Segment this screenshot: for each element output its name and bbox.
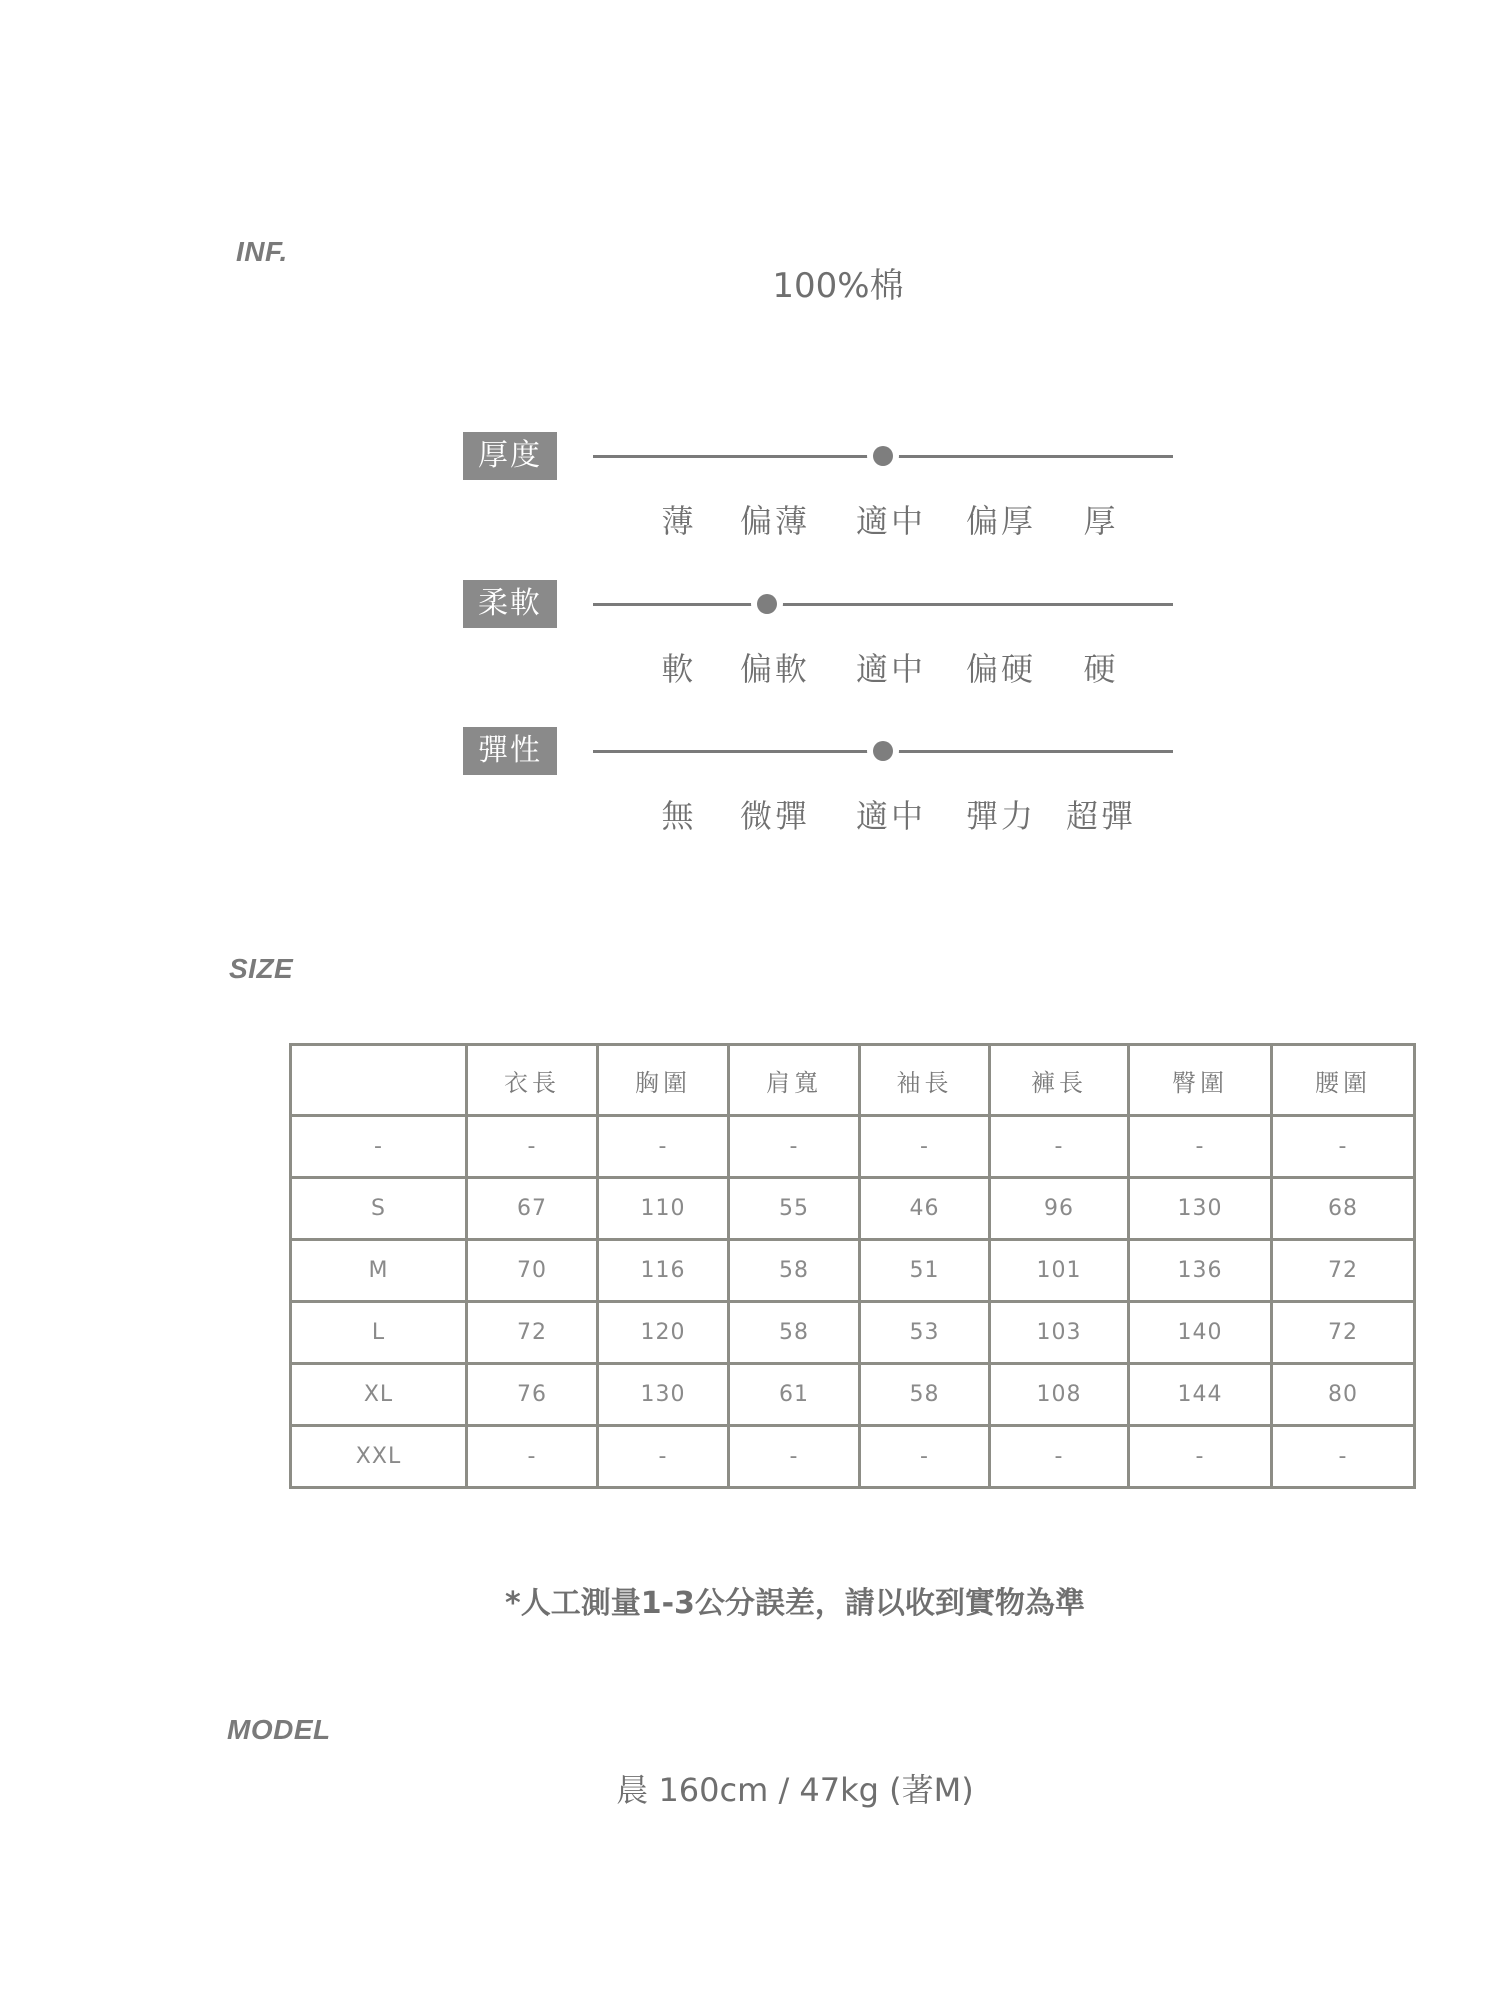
scale-options: [463, 496, 1178, 540]
table-cell: -: [860, 1116, 990, 1178]
table-row: [291, 1116, 1415, 1178]
table-cell: -: [291, 1116, 467, 1178]
table-cell: 96: [990, 1178, 1129, 1240]
size-section-label: SIZE: [229, 953, 294, 984]
model-section-label: MODEL: [227, 1714, 331, 1745]
table-cell: 72: [467, 1302, 598, 1364]
table-cell: L: [291, 1302, 467, 1364]
table-cell: 58: [729, 1240, 860, 1302]
table-header-cell: 胸圍: [598, 1045, 729, 1116]
table-cell: 61: [729, 1364, 860, 1426]
measurement-note: *人工測量1-3公分誤差，請以收到實物為準: [505, 1586, 1085, 1621]
scale-option: 適中: [855, 650, 927, 688]
table-cell: -: [1272, 1116, 1415, 1178]
table-cell: 101: [990, 1240, 1129, 1302]
table-cell: -: [598, 1116, 729, 1178]
table-cell: -: [467, 1116, 598, 1178]
table-cell: M: [291, 1240, 467, 1302]
scale-name-tag: 柔軟: [463, 580, 557, 628]
table-row: [291, 1302, 1415, 1364]
scale-option: 偏薄: [739, 502, 811, 540]
size-table: [289, 1043, 1416, 1489]
table-cell: -: [1129, 1116, 1272, 1178]
table-cell: 58: [729, 1302, 860, 1364]
table-cell: 72: [1272, 1302, 1415, 1364]
table-cell: 67: [467, 1178, 598, 1240]
table-cell: 130: [1129, 1178, 1272, 1240]
table-cell: S: [291, 1178, 467, 1240]
material-text: 100%棉: [772, 266, 904, 306]
table-row: [291, 1426, 1415, 1488]
scale-option: 偏硬: [965, 650, 1037, 688]
table-cell: 68: [1272, 1178, 1415, 1240]
scale-marker: [873, 741, 893, 761]
scale-option: 適中: [855, 502, 927, 540]
table-header-cell: 衣長: [467, 1045, 598, 1116]
scale-option: 厚: [1083, 502, 1119, 540]
table-cell: 58: [860, 1364, 990, 1426]
table-cell: 76: [467, 1364, 598, 1426]
table-cell: 103: [990, 1302, 1129, 1364]
table-cell: 130: [598, 1364, 729, 1426]
table-cell: 80: [1272, 1364, 1415, 1426]
scale-option: 微彈: [739, 797, 811, 835]
table-cell: 116: [598, 1240, 729, 1302]
table-cell: 70: [467, 1240, 598, 1302]
table-cell: 46: [860, 1178, 990, 1240]
table-cell: 53: [860, 1302, 990, 1364]
scale-options: [463, 791, 1178, 835]
table-cell: -: [598, 1426, 729, 1488]
scale-option: 硬: [1083, 650, 1119, 688]
table-row: [291, 1364, 1415, 1426]
table-cell: 140: [1129, 1302, 1272, 1364]
table-header-row: [291, 1045, 1415, 1116]
table-cell: -: [729, 1426, 860, 1488]
scale-track: [593, 603, 1173, 606]
table-cell: -: [729, 1116, 860, 1178]
model-info: 晨 160cm / 47kg (著M): [616, 1771, 974, 1809]
table-cell: XXL: [291, 1426, 467, 1488]
inf-section-label: INF.: [236, 236, 288, 267]
table-cell: 72: [1272, 1240, 1415, 1302]
table-header-cell: 袖長: [860, 1045, 990, 1116]
scale-option: 薄: [661, 502, 697, 540]
table-cell: 108: [990, 1364, 1129, 1426]
scale-name-tag: 彈性: [463, 727, 557, 775]
table-cell: 144: [1129, 1364, 1272, 1426]
scale-option: 無: [661, 797, 697, 835]
table-row: [291, 1178, 1415, 1240]
scale-option: 軟: [661, 650, 697, 688]
table-cell: -: [1129, 1426, 1272, 1488]
table-cell: 51: [860, 1240, 990, 1302]
table-row: [291, 1240, 1415, 1302]
scale-options: [463, 644, 1178, 688]
scale-marker: [873, 446, 893, 466]
table-cell: -: [990, 1426, 1129, 1488]
table-header-cell: 肩寬: [729, 1045, 860, 1116]
table-cell: 55: [729, 1178, 860, 1240]
table-cell: 136: [1129, 1240, 1272, 1302]
table-header-cell: 腰圍: [1272, 1045, 1415, 1116]
table-cell: 110: [598, 1178, 729, 1240]
table-cell: XL: [291, 1364, 467, 1426]
scale-option: 適中: [855, 797, 927, 835]
table-header-cell: [291, 1045, 467, 1116]
scale-name-tag: 厚度: [463, 432, 557, 480]
table-cell: 120: [598, 1302, 729, 1364]
scale-marker: [757, 594, 777, 614]
table-cell: -: [990, 1116, 1129, 1178]
scale-option: 彈力: [965, 797, 1037, 835]
table-cell: -: [1272, 1426, 1415, 1488]
table-cell: -: [467, 1426, 598, 1488]
scale-option: 偏厚: [965, 502, 1037, 540]
table-header-cell: 褲長: [990, 1045, 1129, 1116]
scale-option: 偏軟: [739, 650, 811, 688]
table-cell: -: [860, 1426, 990, 1488]
table-header-cell: 臀圍: [1129, 1045, 1272, 1116]
scale-option: 超彈: [1065, 797, 1137, 835]
